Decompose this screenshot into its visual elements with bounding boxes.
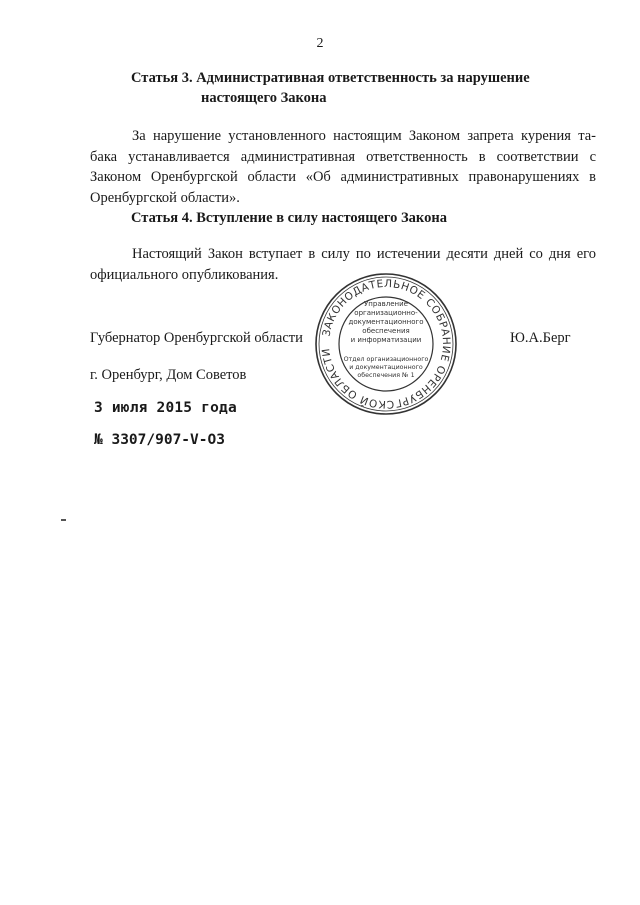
seal-inner-line: организационно- <box>354 309 418 317</box>
article-3-line: За нарушение установленного настоящим Законом запрета курения та- <box>132 128 596 144</box>
seal-inner-line: и документационного <box>349 364 423 371</box>
article-3-heading-line-1: Статья 3. Административная ответственность за нарушение <box>131 70 530 86</box>
page-number: 2 <box>316 36 324 51</box>
signatory-name: Ю.А.Берг <box>510 330 571 346</box>
signatory-title: Губернатор Оренбургской области <box>90 330 303 346</box>
seal-inner-line: документационного <box>348 318 424 326</box>
article-3-line: бака устанавливается административная ответственность в соответствии с <box>90 148 596 165</box>
official-seal-graphic <box>313 271 459 417</box>
seal-inner-text <box>344 300 429 379</box>
signing-place: г. Оренбург, Дом Советов <box>90 367 247 383</box>
signing-date: 3 июля 2015 года <box>94 400 237 416</box>
article-4-heading: Статья 4. Вступление в силу настоящего Закона <box>131 210 447 226</box>
seal-inner-line: обеспечения <box>362 327 410 335</box>
article-3-heading-line-2: настоящего Закона <box>201 90 327 106</box>
seal-ring-text <box>320 278 452 410</box>
seal-inner-line: и информатизации <box>350 336 422 344</box>
article-3-heading <box>131 68 530 108</box>
article-3-line: Оренбургской области». <box>90 189 240 206</box>
article-3-paragraph <box>90 126 596 208</box>
seal-inner-line: Отдел организационного <box>343 356 429 363</box>
seal-outer-ring <box>316 274 456 414</box>
official-seal-icon <box>313 271 459 417</box>
article-3-line: Законом Оренбургской области «Об административных правонарушениях в <box>90 169 596 185</box>
law-number: № 3307/907-V-ОЗ <box>94 432 225 448</box>
seal-inner-line: Управление <box>364 300 408 308</box>
article-4-line: Настоящий Закон вступает в силу по истечении десяти дней со дня его <box>132 246 596 262</box>
seal-ring-textpath: ЗАКОНОДАТЕЛЬНОЕ СОБРАНИЕ ОРЕНБУРГСКОЙ ОБЛАСТИ <box>320 277 453 411</box>
scan-speck <box>61 519 66 521</box>
seal-inner-line: обеспечения № 1 <box>357 372 415 379</box>
article-4-line: официального опубликования. <box>90 266 279 283</box>
